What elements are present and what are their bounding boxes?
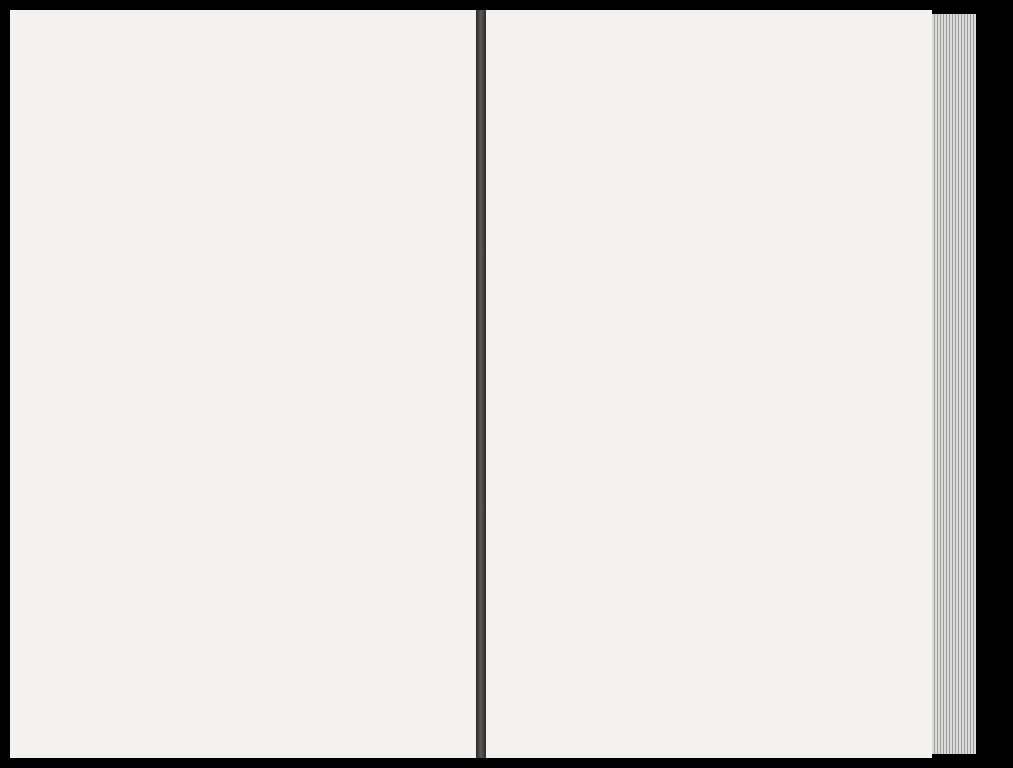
page-edges [932, 14, 976, 754]
left-page [10, 10, 476, 758]
gutter [476, 10, 486, 758]
right-page [486, 10, 932, 758]
